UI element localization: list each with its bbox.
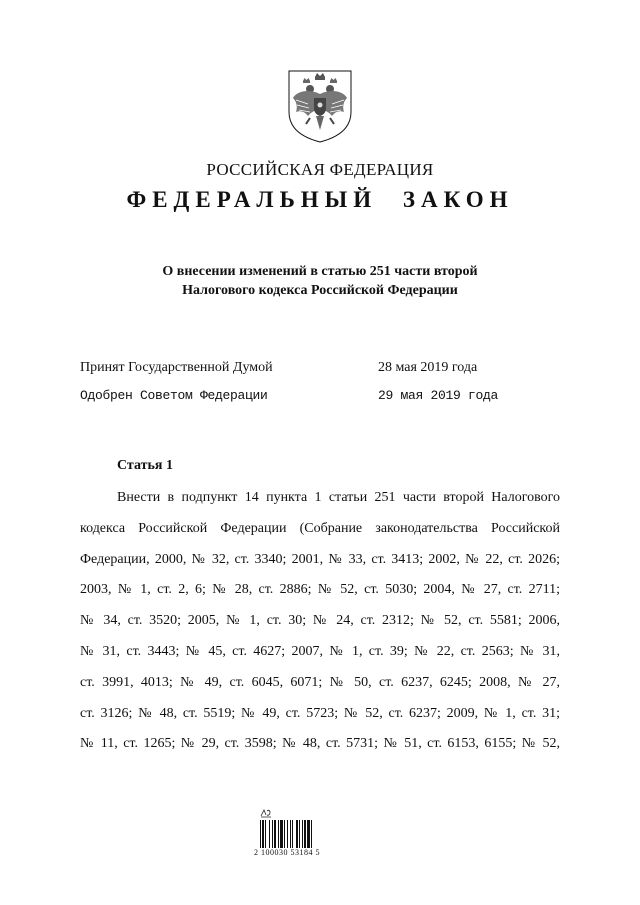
handwritten-mark-icon — [260, 808, 272, 818]
law-title-line: Налогового кодекса Российской Федерации — [182, 283, 458, 298]
article-heading: Статья 1 — [117, 458, 173, 473]
article-line: ст. 3126; № 48, ст. 5519; № 49, ст. 5723; № 52, ст. 6237; 2009, № 1, ст. 31; — [80, 705, 560, 721]
barcode-number: 2 100030 53184 5 — [254, 848, 320, 857]
article-line: Внести в подпункт 14 пункта 1 статьи 251 части второй Налогового — [117, 490, 560, 505]
article-line: 2003, № 1, ст. 2, 6; № 28, ст. 2886; № 52, ст. 5030; 2004, № 27, ст. 2711; — [80, 582, 560, 598]
article-body — [80, 489, 560, 766]
law-type: ФЕДЕРАЛЬНЫЙ ЗАКОН — [126, 187, 514, 212]
adoption-council-row — [80, 388, 540, 403]
article-line: № 11, ст. 1265; № 29, ст. 3598; № 48, ст. 5731; № 51, ст. 6153, 6155; № 52, — [80, 736, 560, 752]
law-title — [0, 262, 640, 300]
council-label: Одобрен Советом Федерации — [80, 388, 268, 403]
duma-label: Принят Государственной Думой — [80, 360, 273, 375]
article-line: № 31, ст. 3443; № 45, ст. 4627; 2007, № 1, ст. 39; № 22, ст. 2563; № 31, — [80, 643, 560, 659]
country-name: РОССИЙСКАЯ ФЕДЕРАЦИЯ — [206, 160, 434, 179]
article-line: Федерации, 2000, № 32, ст. 3340; 2001, № 33, ст. 3413; 2002, № 22, ст. 2026; — [80, 551, 560, 567]
duma-date: 28 мая 2019 года — [378, 360, 478, 375]
coat-of-arms-icon — [286, 68, 354, 144]
article-line: кодекса Российской Федерации (Собрание законодательства Российской — [80, 520, 560, 536]
barcode-icon — [260, 820, 340, 848]
article-line: ст. 3991, 4013; № 49, ст. 6045, 6071; № 50, ст. 6237, 6245; 2008, № 27, — [80, 674, 560, 690]
article-line: № 34, ст. 3520; 2005, № 1, ст. 30; № 24, ст. 2312; № 52, ст. 5581; 2006, — [80, 613, 560, 629]
adoption-duma-row — [80, 360, 540, 376]
council-date: 29 мая 2019 года — [378, 388, 499, 403]
law-title-line: О внесении изменений в статью 251 части второй — [162, 264, 478, 279]
